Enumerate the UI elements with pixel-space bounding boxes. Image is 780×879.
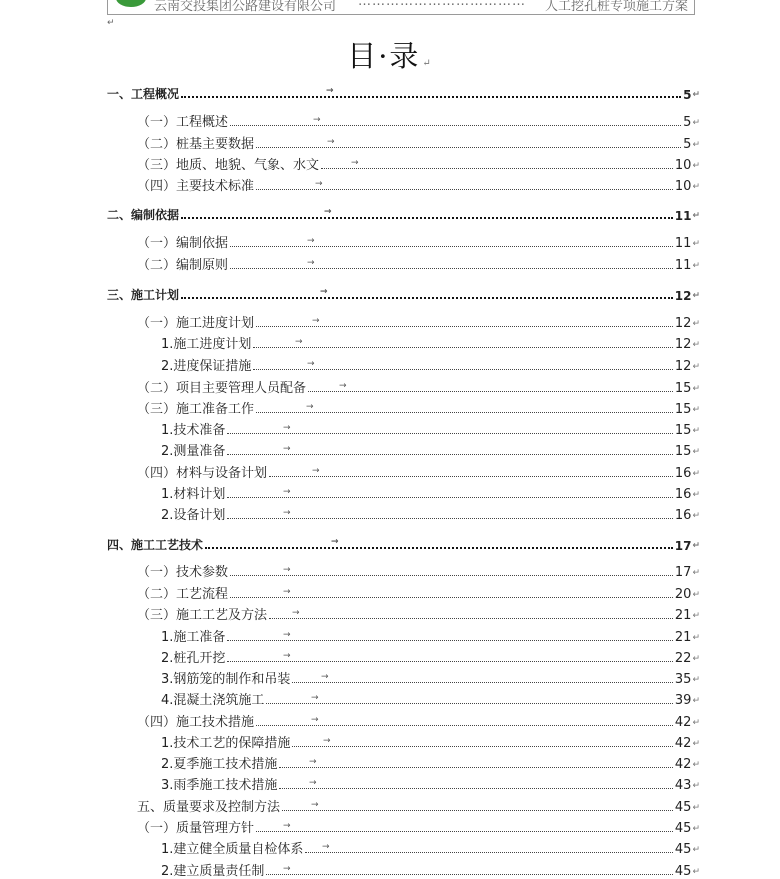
- dot-leader: [269, 608, 673, 619]
- dot-leader: [308, 381, 673, 392]
- toc-entry-page: 16: [674, 487, 692, 502]
- paragraph-mark-icon: ↵: [692, 384, 700, 394]
- toc-entry-page: 20: [674, 587, 692, 602]
- tab-arrow-icon: →: [331, 537, 339, 547]
- tab-arrow-icon: →: [283, 508, 291, 518]
- toc-entry-page: 45: [674, 800, 692, 815]
- toc-entry-page: 15: [674, 381, 692, 396]
- tab-arrow-icon: →: [295, 337, 303, 347]
- toc-entry-label: 2.建立质量责任制: [161, 864, 265, 879]
- toc-entry[interactable]: [161, 484, 700, 502]
- tab-arrow-icon: →: [283, 630, 291, 640]
- tab-arrow-icon: →: [339, 381, 347, 391]
- toc-entry[interactable]: [137, 712, 700, 730]
- toc-entry[interactable]: [107, 205, 700, 223]
- paragraph-mark-icon: ↵: [692, 511, 700, 521]
- tab-arrow-icon: →: [307, 236, 315, 246]
- paragraph-mark-icon: ↵: [692, 405, 700, 415]
- toc-entry-label: 2.夏季施工技术措施: [161, 757, 278, 772]
- toc-entry-label: （四）施工技术措施: [137, 715, 255, 730]
- tab-arrow-icon: →: [312, 316, 320, 326]
- toc-entry[interactable]: [137, 584, 700, 602]
- toc-entry-page: 11: [674, 258, 692, 273]
- toc-entry-page: 42: [674, 736, 692, 751]
- toc-entry-page: 39: [674, 693, 692, 708]
- header-dot-leader: ………………………………: [358, 0, 526, 9]
- toc-entry[interactable]: [161, 733, 700, 751]
- toc-entry-label: 4.混凝土浇筑施工: [161, 693, 265, 708]
- toc-entry-page: 10: [674, 179, 692, 194]
- paragraph-mark-icon: ↵: [692, 718, 700, 728]
- toc-entry-page: 17: [674, 565, 692, 580]
- paragraph-mark-icon: ↵: [692, 469, 700, 479]
- toc-entry[interactable]: [107, 84, 700, 102]
- toc-entry-label: （一）质量管理方针: [137, 821, 255, 836]
- toc-entry[interactable]: [107, 535, 700, 553]
- toc-title: [0, 34, 780, 75]
- toc-entry-label: 2.测量准备: [161, 444, 226, 459]
- dot-leader: [227, 630, 673, 641]
- toc-entry-page: 11: [674, 209, 692, 223]
- tab-arrow-icon: →: [283, 423, 291, 433]
- paragraph-mark-icon: ↵: [692, 118, 700, 128]
- tab-arrow-icon: →: [309, 778, 317, 788]
- dot-leader: [253, 359, 673, 370]
- dot-leader: [266, 864, 673, 875]
- paragraph-mark-icon: ↵: [692, 568, 700, 578]
- toc-entry-page: 5: [683, 115, 692, 130]
- toc-entry-label: （四）主要技术标准: [137, 179, 255, 194]
- toc-entry-label: （四）材料与设备计划: [137, 466, 268, 481]
- toc-entry-label: （三）地质、地貌、气象、水文: [137, 158, 320, 173]
- toc-entry[interactable]: [161, 420, 700, 438]
- tab-arrow-icon: →: [315, 179, 323, 189]
- toc-entry[interactable]: [161, 334, 700, 352]
- dot-leader: [282, 800, 673, 811]
- dot-leader: [305, 842, 673, 853]
- dot-leader: [181, 287, 673, 299]
- toc-entry-label: 1.施工准备: [161, 630, 226, 645]
- toc-entry[interactable]: [161, 754, 700, 772]
- toc-entry[interactable]: [161, 690, 700, 708]
- paragraph-mark-icon: ↵: [692, 291, 700, 301]
- toc-entry-label: 三、施工计划: [107, 288, 180, 302]
- paragraph-mark-icon: ↵: [692, 340, 700, 350]
- toc-entry[interactable]: [137, 112, 700, 130]
- toc-entry-label: （二）项目主要管理人员配备: [137, 381, 307, 396]
- dot-leader: [256, 137, 681, 148]
- dot-leader: [269, 466, 673, 477]
- toc-entry-page: 22: [674, 651, 692, 666]
- paragraph-mark-icon: ↵: [692, 490, 700, 500]
- toc-entry[interactable]: [161, 505, 700, 523]
- toc-entry-page: 10: [674, 158, 692, 173]
- tab-arrow-icon: →: [307, 258, 315, 268]
- toc-entry-page: 21: [674, 630, 692, 645]
- dot-leader: [227, 487, 673, 498]
- paragraph-mark-icon: ↵: [692, 867, 700, 877]
- paragraph-mark-icon: ↵: [692, 696, 700, 706]
- dot-leader: [256, 821, 673, 832]
- tab-arrow-icon: →: [324, 207, 332, 217]
- toc-entry-page: 42: [674, 757, 692, 772]
- toc-entry-label: 2.设备计划: [161, 508, 226, 523]
- toc-entry-label: （三）施工准备工作: [137, 402, 255, 417]
- toc-entry-page: 12: [674, 289, 692, 303]
- paragraph-mark-icon: ↵: [692, 261, 700, 271]
- tab-arrow-icon: →: [312, 466, 320, 476]
- paragraph-mark-icon: ↵: [692, 739, 700, 749]
- tab-arrow-icon: →: [322, 842, 330, 852]
- toc-entry-label: 1.技术准备: [161, 423, 226, 438]
- dot-leader: [230, 258, 673, 269]
- dot-leader: [181, 86, 681, 98]
- dot-leader: [321, 158, 673, 169]
- toc-entry-page: 16: [674, 508, 692, 523]
- dot-leader: [230, 115, 681, 126]
- toc-entry-page: 35: [674, 672, 692, 687]
- toc-entry[interactable]: [137, 155, 700, 173]
- dot-leader: [266, 693, 673, 704]
- toc-entry[interactable]: [137, 313, 700, 331]
- paragraph-mark-icon: ↵: [107, 18, 115, 28]
- tab-arrow-icon: →: [283, 651, 291, 661]
- toc-entry-label: 2.桩孔开挖: [161, 651, 226, 666]
- toc-entry-label: （一）施工进度计划: [137, 316, 255, 331]
- tab-arrow-icon: →: [311, 715, 319, 725]
- toc-entry[interactable]: [161, 669, 700, 687]
- toc-entry[interactable]: [137, 605, 700, 623]
- toc-entry[interactable]: [161, 861, 700, 879]
- toc-entry-label: （二）编制原则: [137, 258, 229, 273]
- tab-arrow-icon: →: [283, 821, 291, 831]
- tab-arrow-icon: →: [313, 115, 321, 125]
- paragraph-mark-icon: ↵: [692, 590, 700, 600]
- toc-entry[interactable]: [137, 818, 700, 836]
- paragraph-mark-icon: ↵: [692, 447, 700, 457]
- dot-leader: [205, 537, 673, 549]
- dot-leader: [292, 736, 673, 747]
- toc-entry[interactable]: [161, 356, 700, 374]
- toc-entry-label: （一）工程概述: [137, 115, 229, 130]
- tab-arrow-icon: →: [326, 86, 334, 96]
- header-company-name: 云南交投集团公路建设有限公司: [154, 0, 337, 14]
- company-logo: [116, 0, 146, 7]
- paragraph-mark-icon: ↵: [692, 182, 700, 192]
- paragraph-mark-icon: ↵: [692, 90, 700, 100]
- header-project-name: 人工挖孔桩专项施工方案: [544, 0, 688, 14]
- toc-entry-page: 12: [674, 337, 692, 352]
- tab-arrow-icon: →: [307, 359, 315, 369]
- toc-entry-label: 1.技术工艺的保障措施: [161, 736, 291, 751]
- toc-entry-page: 16: [674, 466, 692, 481]
- toc-entry-label: （一）技术参数: [137, 565, 229, 580]
- tab-arrow-icon: →: [306, 402, 314, 412]
- paragraph-mark-icon: ↵: [692, 319, 700, 329]
- dot-leader: [230, 565, 673, 576]
- paragraph-mark-icon: ↵: [692, 239, 700, 249]
- paragraph-mark-icon: ↵: [692, 541, 700, 551]
- tab-arrow-icon: →: [320, 287, 328, 297]
- paragraph-mark-icon: ↵: [692, 803, 700, 813]
- toc-entry[interactable]: [161, 775, 700, 793]
- tab-arrow-icon: →: [283, 565, 291, 575]
- paragraph-mark-icon: ↵: [692, 211, 700, 221]
- toc-entry-page: 15: [674, 402, 692, 417]
- toc-entry-page: 45: [674, 821, 692, 836]
- toc-entry-label: （二）桩基主要数据: [137, 137, 255, 152]
- tab-arrow-icon: →: [283, 587, 291, 597]
- tab-arrow-icon: →: [283, 864, 291, 874]
- toc-entry-label: 3.钢筋笼的制作和吊装: [161, 672, 291, 687]
- tab-arrow-icon: →: [323, 736, 331, 746]
- toc-entry[interactable]: [137, 399, 700, 417]
- tab-arrow-icon: →: [311, 800, 319, 810]
- toc-entry[interactable]: [161, 648, 700, 666]
- dot-leader: [256, 402, 673, 413]
- toc-entry[interactable]: [137, 378, 700, 396]
- toc-entry-label: 一、工程概况: [107, 87, 180, 101]
- toc-entry-label: 五、质量要求及控制方法: [137, 800, 281, 815]
- toc-entry-label: （二）工艺流程: [137, 587, 229, 602]
- paragraph-mark-icon: ↵: [692, 675, 700, 685]
- toc-entry[interactable]: [137, 176, 700, 194]
- dot-leader: [256, 179, 673, 190]
- toc-entry[interactable]: [107, 285, 700, 303]
- tab-arrow-icon: →: [351, 158, 359, 168]
- toc-entry-label: 3.雨季施工技术措施: [161, 778, 278, 793]
- toc-entry-page: 17: [674, 539, 692, 553]
- dot-leader: [181, 207, 673, 219]
- dot-leader: [279, 757, 673, 768]
- dot-leader: [256, 715, 673, 726]
- dot-leader: [279, 778, 673, 789]
- toc-entry[interactable]: [137, 463, 700, 481]
- paragraph-mark-icon: ↵: [692, 633, 700, 643]
- toc-entry-page: 12: [674, 316, 692, 331]
- tab-arrow-icon: →: [309, 757, 317, 767]
- dot-leader: [230, 236, 673, 247]
- dot-leader: [253, 337, 673, 348]
- dot-leader: [227, 508, 673, 519]
- toc-entry-label: 2.进度保证措施: [161, 359, 252, 374]
- toc-entry-label: （三）施工工艺及方法: [137, 608, 268, 623]
- toc-entry-page: 45: [674, 864, 692, 879]
- toc-entry[interactable]: [137, 255, 700, 273]
- dot-leader: [227, 651, 673, 662]
- toc-entry-page: 11: [674, 236, 692, 251]
- paragraph-mark-icon: ↵: [422, 58, 433, 69]
- toc-entry[interactable]: [161, 839, 700, 857]
- tab-arrow-icon: →: [311, 693, 319, 703]
- toc-entry-page: 21: [674, 608, 692, 623]
- toc-entry[interactable]: [161, 441, 700, 459]
- toc-entry-label: 四、施工工艺技术: [107, 538, 204, 552]
- page-header: [107, 0, 695, 15]
- paragraph-mark-icon: ↵: [692, 140, 700, 150]
- toc-entry[interactable]: [161, 627, 700, 645]
- dot-leader: [227, 423, 673, 434]
- toc-entry-page: 45: [674, 842, 692, 857]
- toc-entry-page: 15: [674, 423, 692, 438]
- paragraph-mark-icon: ↵: [692, 760, 700, 770]
- tab-arrow-icon: →: [321, 672, 329, 682]
- paragraph-mark-icon: ↵: [692, 845, 700, 855]
- dot-leader: [292, 672, 673, 683]
- toc-entry-page: 15: [674, 444, 692, 459]
- toc-entry[interactable]: [137, 562, 700, 580]
- toc-entry-label: 二、编制依据: [107, 208, 180, 222]
- tab-arrow-icon: →: [292, 608, 300, 618]
- toc-entry-page: 5: [683, 137, 692, 152]
- dot-leader: [256, 316, 673, 327]
- toc-entry-label: 1.建立健全质量自检体系: [161, 842, 304, 857]
- tab-arrow-icon: →: [327, 137, 335, 147]
- paragraph-mark-icon: ↵: [692, 824, 700, 834]
- tab-arrow-icon: →: [283, 444, 291, 454]
- paragraph-mark-icon: ↵: [692, 161, 700, 171]
- paragraph-mark-icon: ↵: [692, 781, 700, 791]
- toc-entry-label: 1.材料计划: [161, 487, 226, 502]
- paragraph-mark-icon: ↵: [692, 611, 700, 621]
- toc-entry-page: 42: [674, 715, 692, 730]
- toc-entry-page: 43: [674, 778, 692, 793]
- toc-entry-page: 5: [683, 88, 692, 102]
- tab-arrow-icon: →: [283, 487, 291, 497]
- toc-entry[interactable]: [137, 233, 700, 251]
- dot-leader: [230, 587, 673, 598]
- toc-entry[interactable]: [137, 797, 700, 815]
- toc-entry-label: （一）编制依据: [137, 236, 229, 251]
- toc-entry-page: 12: [674, 359, 692, 374]
- toc-entry[interactable]: [137, 134, 700, 152]
- paragraph-mark-icon: ↵: [692, 426, 700, 436]
- dot-leader: [227, 444, 673, 455]
- paragraph-mark-icon: ↵: [692, 654, 700, 664]
- toc-title-text: 目·录: [347, 39, 421, 73]
- toc-entry-label: 1.施工进度计划: [161, 337, 252, 352]
- paragraph-mark-icon: ↵: [692, 362, 700, 372]
